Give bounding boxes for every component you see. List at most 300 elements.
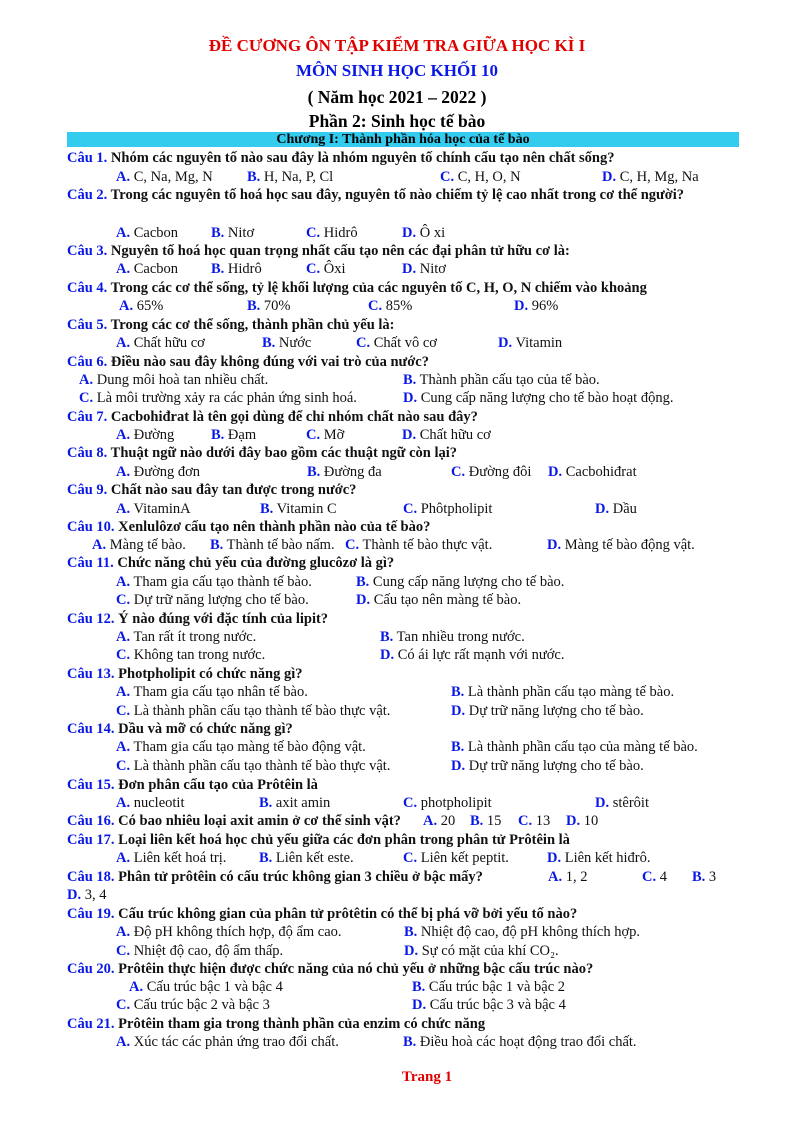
- answer-option: [470, 812, 501, 831]
- option-text: Vitamin C: [276, 501, 337, 517]
- option-letter: A.: [116, 335, 131, 351]
- answer-option: [307, 463, 382, 482]
- answer-option: [247, 297, 291, 316]
- option-letter: B.: [403, 1034, 417, 1050]
- answer-option: [403, 794, 492, 813]
- question-text: Cacbohiđrat là tên gọi dùng để chỉ nhóm chất nào sau đây?: [110, 409, 478, 425]
- option-text: Cấu trúc bậc 1 và bậc 2: [428, 979, 566, 995]
- question-text: Prôtêin tham gia trong thành phần của enzim có chức năng: [118, 1016, 486, 1032]
- option-letter: D.: [514, 298, 529, 314]
- answer-option: [116, 168, 213, 187]
- option-text: Điều hoà các hoạt động trao đổi chất.: [419, 1034, 637, 1050]
- answer-option: [380, 628, 525, 647]
- option-text: Dự trữ năng lượng cho tế bào.: [468, 758, 644, 774]
- option-letter: D.: [67, 887, 82, 903]
- option-letter: A.: [129, 979, 144, 995]
- answer-option: [547, 849, 651, 868]
- option-letter: C.: [403, 501, 418, 517]
- question-stem: [67, 905, 739, 924]
- question-stem: [67, 279, 739, 298]
- option-text: 4: [659, 869, 667, 885]
- question-number: Câu 16.: [67, 813, 115, 829]
- option-letter: A.: [116, 427, 131, 443]
- answer-option: [345, 536, 492, 555]
- option-letter: C.: [116, 592, 131, 608]
- option-text: Liên kết hiđrô.: [564, 850, 651, 866]
- option-letter: D.: [412, 997, 427, 1013]
- question-stem: [67, 186, 739, 205]
- option-letter: D.: [602, 169, 617, 185]
- option-letter: C.: [116, 758, 131, 774]
- answer-option: [116, 683, 308, 702]
- answer-option: [211, 260, 262, 279]
- option-letter: B.: [403, 372, 417, 388]
- answer-option: [547, 536, 695, 555]
- answer-option: [548, 463, 637, 482]
- question-text: Xenlulôzơ cấu tạo nên thành phần nào của tế bào?: [118, 519, 431, 535]
- answer-option: [451, 463, 531, 482]
- option-letter: D.: [380, 647, 395, 663]
- option-text: nucleotit: [133, 795, 185, 811]
- answer-option: [116, 426, 174, 445]
- question-number: Câu 13.: [67, 666, 115, 682]
- option-letter: C.: [403, 850, 418, 866]
- option-letter: A.: [423, 813, 438, 829]
- option-letter: B.: [211, 225, 225, 241]
- answer-option: [404, 923, 640, 942]
- option-letter: A.: [92, 537, 107, 553]
- option-letter: B.: [404, 924, 418, 940]
- option-letter: C.: [368, 298, 383, 314]
- option-letter: B.: [470, 813, 484, 829]
- answer-option: [602, 168, 699, 187]
- question-stem: [67, 831, 739, 850]
- option-letter: A.: [116, 464, 131, 480]
- question-stem: [67, 481, 739, 500]
- option-text: Phôtpholipit: [420, 501, 493, 517]
- option-letter: C.: [440, 169, 455, 185]
- question-number: Câu 4.: [67, 280, 108, 296]
- option-letter: D.: [547, 537, 562, 553]
- question-number: Câu 6.: [67, 354, 108, 370]
- question-text: Trong các nguyên tố hoá học sau đây, nguyên tố nào chiếm tỷ lệ cao nhất trong cơ thể người?: [110, 187, 685, 203]
- option-letter: B.: [211, 261, 225, 277]
- question-text: Cấu trúc không gian của phân tử prôtêtin có thể bị phá vỡ bởi yếu tố nào?: [118, 906, 578, 922]
- answer-option: [403, 389, 673, 408]
- option-letter: B.: [262, 335, 276, 351]
- answer-option: [116, 463, 200, 482]
- option-letter: A.: [116, 850, 131, 866]
- answer-option: [116, 628, 256, 647]
- option-letter: A.: [116, 574, 131, 590]
- option-text: Nước: [278, 335, 312, 351]
- option-text: Là thành phần cấu tạo thành tế bào thực vật.: [133, 758, 391, 774]
- option-text: Cấu trúc bậc 1 và bậc 4: [146, 979, 283, 995]
- option-text: Đường đôi: [468, 464, 532, 480]
- question-number: Câu 17.: [67, 832, 115, 848]
- answer-option: [116, 573, 312, 592]
- option-text: Màng tế bào.: [109, 537, 186, 553]
- answer-option: [404, 942, 559, 961]
- question-stem: [67, 242, 739, 261]
- question-text: Điều nào sau đây không đúng với vai trò của nước?: [110, 354, 429, 370]
- answer-option: [451, 702, 644, 721]
- option-letter: C.: [79, 390, 94, 406]
- question-text: Dầu và mỡ có chức năng gì?: [118, 721, 293, 737]
- answer-option: [402, 426, 491, 445]
- option-text: Tan rất ít trong nước.: [133, 629, 257, 645]
- question-stem: [67, 353, 739, 372]
- option-text: 85%: [385, 298, 413, 314]
- question-stem: [67, 720, 739, 739]
- option-letter: C.: [116, 703, 131, 719]
- answer-option: [595, 500, 637, 519]
- question-text: Loại liên kết hoá học chủ yếu giữa các đơn phân trong phân tử Prôtêin là: [118, 832, 570, 848]
- question-number: Câu 12.: [67, 611, 115, 627]
- option-text: Cung cấp năng lượng cho tế bào.: [372, 574, 565, 590]
- question-text: Nguyên tố hoá học quan trọng nhất cấu tạo nên các đại phân tử hữu cơ là:: [110, 243, 570, 259]
- question-text: Chức năng chủ yếu của đường glucôzơ là gì?: [117, 555, 395, 571]
- option-text: Dự trữ năng lượng cho tế bào.: [468, 703, 644, 719]
- question-text: Trong các cơ thể sống, tỷ lệ khối lượng của các nguyên tố C, H, O, N chiếm vào khoảng: [110, 280, 647, 296]
- option-letter: C.: [306, 261, 321, 277]
- answer-option: [498, 334, 562, 353]
- question-number: Câu 19.: [67, 906, 115, 922]
- option-text: photpholipit: [420, 795, 492, 811]
- answer-option: [259, 849, 354, 868]
- option-text: Hidrô: [323, 225, 358, 241]
- option-text: Cấu tạo nên màng tế bào.: [373, 592, 522, 608]
- option-letter: A.: [79, 372, 94, 388]
- option-letter: D.: [402, 261, 417, 277]
- question-text: Chất nào sau đây tan được trong nước?: [110, 482, 357, 498]
- option-letter: C.: [116, 647, 131, 663]
- option-text: Ô xi: [419, 225, 446, 241]
- option-text: Liên kết este.: [275, 850, 354, 866]
- option-letter: D.: [404, 943, 419, 959]
- question-number: Câu 10.: [67, 519, 115, 535]
- option-letter: B.: [247, 169, 261, 185]
- answer-option: [692, 868, 716, 887]
- answer-option: [116, 224, 178, 243]
- question-number: Câu 7.: [67, 409, 108, 425]
- option-text: Tham gia cấu tạo màng tế bào động vật.: [133, 739, 366, 755]
- answer-option: [595, 794, 649, 813]
- option-text: Dầu: [612, 501, 637, 517]
- option-letter: B.: [247, 298, 261, 314]
- question-number: Câu 3.: [67, 243, 108, 259]
- question-text: Nhóm các nguyên tố nào sau đây là nhóm nguyên tố chính cấu tạo nên chất sống?: [110, 150, 615, 166]
- question-stem: [67, 554, 739, 573]
- school-year: ( Năm học 2021 – 2022 ): [307, 87, 487, 107]
- answer-option: [116, 942, 283, 961]
- subject-title: MÔN SINH HỌC KHỐI 10: [295, 61, 499, 80]
- document-title: ĐỀ CƯƠNG ÔN TẬP KIỂM TRA GIỮA HỌC KÌ I: [208, 36, 586, 55]
- answer-option: [116, 500, 191, 519]
- question-stem: [67, 868, 739, 887]
- option-letter: D.: [451, 703, 466, 719]
- option-text: C, H, Mg, Na: [619, 169, 699, 185]
- option-letter: A.: [116, 501, 131, 517]
- option-text: stêrôit: [612, 795, 649, 811]
- answer-option: [116, 757, 390, 776]
- question-stem: [67, 408, 739, 427]
- option-text: axit amin: [275, 795, 331, 811]
- option-text: Dự trữ năng lượng cho tế bào.: [133, 592, 309, 608]
- answer-option: [211, 224, 254, 243]
- option-text: Tan nhiều trong nước.: [396, 629, 525, 645]
- option-letter: C.: [403, 795, 418, 811]
- option-text: Ôxi: [323, 261, 346, 277]
- option-text: Xúc tác các phản ứng trao đổi chất.: [133, 1034, 339, 1050]
- option-text: Tham gia cấu tạo thành tế bào.: [133, 574, 312, 590]
- answer-option: [403, 1033, 637, 1052]
- answer-option: [260, 500, 337, 519]
- answer-option: [116, 923, 342, 942]
- answer-option: [247, 168, 333, 187]
- option-text: Nhiệt độ cao, độ ẩm thấp.: [133, 943, 284, 959]
- question-text: Đơn phân cấu tạo của Prôtêin là: [118, 777, 318, 793]
- option-letter: C.: [345, 537, 360, 553]
- option-text: Là thành phần cấu tạo màng tế bào.: [467, 684, 675, 700]
- question-number: Câu 1.: [67, 150, 108, 166]
- option-letter: A.: [116, 169, 131, 185]
- answer-option: [306, 224, 358, 243]
- option-letter: B.: [451, 684, 465, 700]
- option-text: Nitơ: [419, 261, 446, 277]
- answer-option: [514, 297, 558, 316]
- answer-option: [403, 371, 600, 390]
- answer-option: [306, 426, 344, 445]
- option-letter: C.: [306, 225, 321, 241]
- option-letter: D.: [402, 225, 417, 241]
- option-letter: D.: [595, 795, 610, 811]
- option-text: Vitamin: [515, 335, 563, 351]
- question-text: Prôtêin thực hiện được chức năng của nó chủ yếu ở những bậc cấu trúc nào?: [118, 961, 594, 977]
- option-letter: B.: [412, 979, 426, 995]
- answer-option: [356, 573, 564, 592]
- option-letter: D.: [403, 390, 418, 406]
- option-letter: C.: [451, 464, 466, 480]
- answer-option: [403, 849, 509, 868]
- question-number: Câu 18.: [67, 869, 115, 885]
- question-text: Photpholipit có chức năng gì?: [118, 666, 303, 682]
- option-text: Chất hữu cơ: [419, 427, 491, 443]
- answer-option: [259, 794, 330, 813]
- answer-option: [116, 794, 184, 813]
- option-text: Nitơ: [227, 225, 255, 241]
- answer-option: [116, 646, 265, 665]
- option-text: Cung cấp năng lượng cho tế bào hoạt động.: [420, 390, 674, 406]
- option-letter: B.: [210, 537, 224, 553]
- option-letter: B.: [260, 501, 274, 517]
- answer-option: [79, 389, 357, 408]
- option-letter: A.: [116, 924, 131, 940]
- question-stem: [67, 149, 739, 168]
- option-text: Sự có mặt của khí CO₂.: [421, 943, 559, 959]
- option-text: Là thành phần cấu tạo của màng tế bào.: [467, 739, 698, 755]
- option-text: H, Na, P, Cl: [263, 169, 334, 185]
- option-text: Thành tế bào thực vật.: [362, 537, 493, 553]
- option-text: Thành tế bào nấm.: [226, 537, 335, 553]
- option-text: 96%: [531, 298, 559, 314]
- answer-option: [368, 297, 412, 316]
- answer-option: [440, 168, 521, 187]
- option-letter: D.: [356, 592, 371, 608]
- answer-option: [451, 757, 644, 776]
- option-letter: B.: [692, 869, 706, 885]
- option-text: Đường đa: [323, 464, 382, 480]
- option-text: 15: [486, 813, 502, 829]
- option-text: 65%: [136, 298, 164, 314]
- option-text: Tham gia cấu tạo nhân tế bào.: [133, 684, 308, 700]
- question-stem: [67, 776, 739, 795]
- question-stem: [67, 1015, 739, 1034]
- option-letter: A.: [116, 684, 131, 700]
- option-text: Cacbohiđrat: [565, 464, 637, 480]
- answer-option: [116, 738, 366, 757]
- question-stem: [67, 444, 739, 463]
- option-letter: B.: [307, 464, 321, 480]
- option-letter: C.: [306, 427, 321, 443]
- option-letter: A.: [548, 869, 563, 885]
- option-letter: C.: [116, 997, 131, 1013]
- option-letter: B.: [380, 629, 394, 645]
- option-text: Có ái lực rất mạnh với nước.: [397, 647, 565, 663]
- option-text: Chất vô cơ: [373, 335, 437, 351]
- option-letter: B.: [259, 850, 273, 866]
- answer-option: [548, 868, 587, 887]
- chapter-heading: Chương I: Thành phần hóa học của tế bào: [67, 132, 739, 147]
- option-text: Màng tế bào động vật.: [564, 537, 695, 553]
- answer-option: [79, 371, 268, 390]
- question-text: Trong các cơ thể sống, thành phần chủ yếu là:: [110, 317, 395, 333]
- option-text: 1, 2: [565, 869, 588, 885]
- option-letter: D.: [547, 850, 562, 866]
- option-letter: D.: [548, 464, 563, 480]
- answer-option: [412, 996, 566, 1015]
- answer-option: [67, 886, 106, 905]
- answer-option: [642, 868, 667, 887]
- answer-option: [92, 536, 186, 555]
- option-text: 70%: [263, 298, 291, 314]
- option-text: Hidrô: [227, 261, 262, 277]
- answer-option: [129, 978, 283, 997]
- question-stem: [67, 812, 739, 831]
- question-number: Câu 14.: [67, 721, 115, 737]
- answer-option: [116, 1033, 339, 1052]
- question-number: Câu 21.: [67, 1016, 115, 1032]
- answer-option: [423, 812, 455, 831]
- option-text: Liên kết peptit.: [420, 850, 509, 866]
- option-text: Mỡ: [323, 427, 345, 443]
- question-text: Có bao nhiêu loại axit amin ở cơ thể sinh vật?: [118, 813, 401, 829]
- option-letter: A.: [116, 261, 131, 277]
- option-letter: A.: [116, 795, 131, 811]
- answer-option: [119, 297, 163, 316]
- question-stem: [67, 316, 739, 335]
- answer-option: [403, 500, 492, 519]
- question-number: Câu 11.: [67, 555, 114, 571]
- answer-option: [356, 591, 521, 610]
- option-letter: B.: [211, 427, 225, 443]
- answer-option: [412, 978, 565, 997]
- option-text: Liên kết hoá trị.: [133, 850, 227, 866]
- answer-option: [116, 334, 205, 353]
- question-stem: [67, 665, 739, 684]
- option-letter: C.: [518, 813, 533, 829]
- answer-option: [116, 702, 390, 721]
- option-text: Đường: [133, 427, 175, 443]
- option-letter: D.: [451, 758, 466, 774]
- answer-option: [518, 812, 550, 831]
- answer-option: [306, 260, 345, 279]
- option-text: Đường đơn: [133, 464, 201, 480]
- question-stem: [67, 610, 739, 629]
- option-letter: C.: [356, 335, 371, 351]
- answer-option: [402, 260, 446, 279]
- option-text: 13: [535, 813, 551, 829]
- option-text: C, H, O, N: [457, 169, 521, 185]
- answer-option: [451, 738, 698, 757]
- answer-option: [380, 646, 564, 665]
- option-letter: D.: [595, 501, 610, 517]
- question-number: Câu 8.: [67, 445, 108, 461]
- answer-option: [210, 536, 335, 555]
- question-number: Câu 2.: [67, 187, 108, 203]
- option-letter: A.: [119, 298, 134, 314]
- option-letter: C.: [642, 869, 657, 885]
- option-letter: C.: [116, 943, 131, 959]
- option-text: Không tan trong nước.: [133, 647, 266, 663]
- question-number: Câu 20.: [67, 961, 115, 977]
- option-text: C, Na, Mg, N: [133, 169, 213, 185]
- page-number: Trang 1: [401, 1069, 453, 1085]
- option-text: Đạm: [227, 427, 257, 443]
- option-text: Cấu trúc bậc 2 và bậc 3: [133, 997, 270, 1013]
- answer-option: [211, 426, 256, 445]
- option-text: Là thành phần cấu tạo thành tế bào thực vật.: [133, 703, 391, 719]
- option-letter: D.: [498, 335, 513, 351]
- answer-option: [116, 260, 178, 279]
- question-stem: [67, 960, 739, 979]
- answer-option: [116, 996, 270, 1015]
- question-stem: [67, 518, 739, 537]
- answer-option: [262, 334, 311, 353]
- option-text: Cacbon: [133, 225, 179, 241]
- option-letter: A.: [116, 225, 131, 241]
- option-text: 20: [440, 813, 456, 829]
- question-number: Câu 9.: [67, 482, 108, 498]
- answer-option: [356, 334, 437, 353]
- answer-option: [116, 849, 226, 868]
- option-text: Cấu trúc bậc 3 và bậc 4: [429, 997, 566, 1013]
- option-text: Nhiệt độ cao, độ pH không thích hợp.: [420, 924, 641, 940]
- answer-option: [451, 683, 674, 702]
- question-text: Ý nào đúng với đặc tính của lipit?: [118, 611, 329, 627]
- answer-option: [116, 591, 309, 610]
- option-letter: B.: [451, 739, 465, 755]
- option-letter: D.: [566, 813, 581, 829]
- option-letter: D.: [402, 427, 417, 443]
- answer-option: [566, 812, 598, 831]
- option-letter: B.: [259, 795, 273, 811]
- option-text: 3, 4: [84, 887, 107, 903]
- part-title: Phần 2: Sinh học tế bào: [308, 111, 486, 131]
- option-text: 10: [583, 813, 599, 829]
- option-text: 3: [708, 869, 717, 885]
- option-letter: A.: [116, 1034, 131, 1050]
